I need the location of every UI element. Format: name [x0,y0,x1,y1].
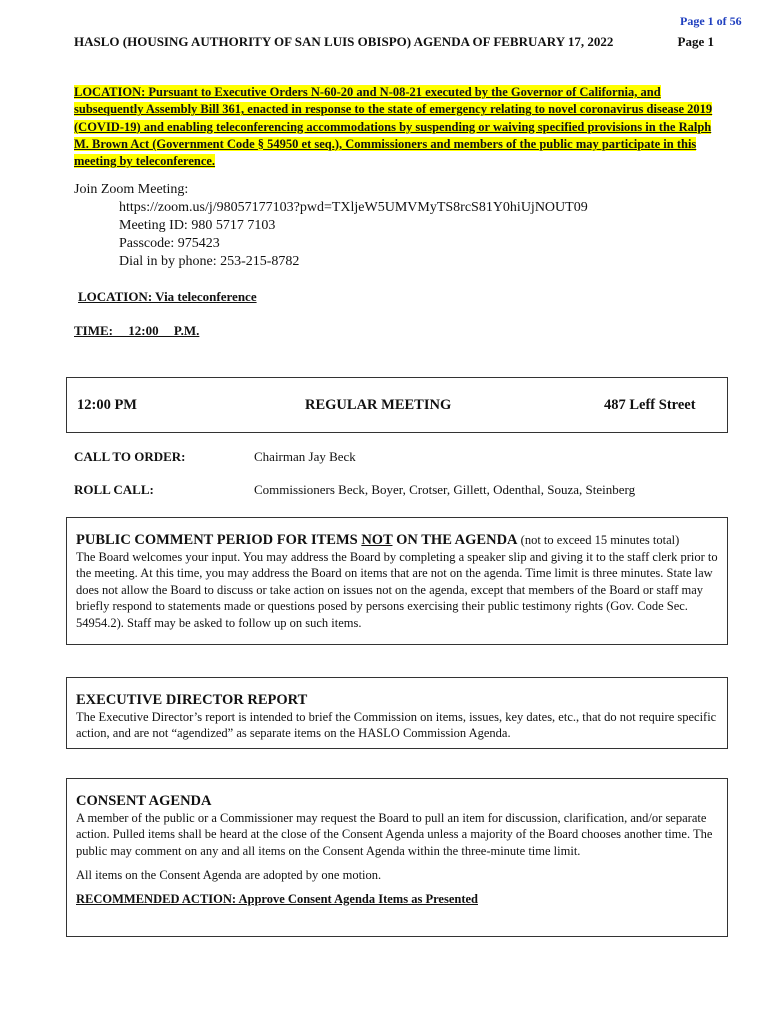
zoom-url[interactable]: https://zoom.us/j/98057177103?pwd=TXljeW5UMVMyTS8rcS81Y0hiUjNOUT09 [119,200,588,215]
meeting-time: 12:00 PM [77,397,137,413]
recommended-action: RECOMMENDED ACTION: Approve Consent Agenda Items as Presented [76,891,478,906]
document-header [74,34,714,50]
zoom-dial-in: Dial in by phone: 253-215-8782 [119,254,300,269]
roll-call-value: Commissioners Beck, Boyer, Crotser, Gillett, Odenthal, Souza, Steinberg [254,482,636,497]
public-comment-title: PUBLIC COMMENT PERIOD FOR ITEMS NOT ON THE AGENDA (not to exceed 15 minutes total) [76,532,680,548]
executive-report-title: EXECUTIVE DIRECTOR REPORT [76,692,308,708]
location-banner [74,84,719,170]
location-line: LOCATION: Via teleconference [78,289,257,304]
meeting-address: 487 Leff Street [604,397,696,413]
roll-call-label: ROLL CALL: [74,482,154,497]
call-to-order-value: Chairman Jay Beck [254,449,356,464]
public-comment-section [66,517,728,645]
zoom-passcode: Passcode: 975423 [119,236,220,251]
executive-report-body: The Executive Director’s report is intended to brief the Commission on items, issues, key dates, etc., that do not require specific action, and are not “agendized” as separate items on the HASLO Commission Agenda. [76,710,717,741]
consent-agenda-section [66,778,728,937]
header-page: Page 1 [677,34,714,49]
location-banner-text: LOCATION: Pursuant to Executive Orders N-60-20 and N-08-21 executed by the Governor of California, and subsequently Assembly Bill 361, enacted in response to the state of emergency relating to novel coronavirus disease 2019 (COVID-19) and enabling teleconferencing accommodations by suspending or waiving specified provisions in the Ralph M. Brown Act (Government Code § 54950 et seq.), Commissioners and members of the public may participate in this meeting by teleconference. [74,85,713,169]
public-comment-note: (not to exceed 15 minutes total) [517,533,680,547]
consent-agenda-motion: All items on the Consent Agenda are adopted by one motion. [76,868,382,883]
consent-agenda-title: CONSENT AGENDA [76,793,212,809]
meeting-box [66,377,728,433]
zoom-info [74,181,588,271]
public-comment-body: The Board welcomes your input. You may address the Board by completing a speaker slip and giving it to the staff clerk prior to the meeting. At this time, you may address the Board on items that are not on the agenda. Time limit is three minutes. State law does not allow the Board to discuss or take action on issues not on the agenda, except that members of the Board or staff may briefly respond to statements made or questions posed by persons exercising their public testimony rights (Gov. Code Sec. 54954.2). Staff may be asked to follow up on such items. [76,550,718,630]
page-counter: Page 1 of 56 [680,14,742,28]
consent-agenda-body: A member of the public or a Commissioner may request the Board to pull an item for discussion, clarification, and/or separate action. Pulled items shall be heard at the close of the Consent Agenda unless a majority of the Board chooses another time. The public may comment on any and all items on the Consent Agenda within the three-minute time limit. [76,811,713,858]
meeting-type: REGULAR MEETING [305,397,452,413]
executive-report-section [66,677,728,749]
zoom-meeting-id: Meeting ID: 980 5717 7103 [119,218,276,233]
zoom-heading: Join Zoom Meeting: [74,182,189,197]
time-line: TIME: 12:00 P.M. [74,323,200,338]
header-title: HASLO (HOUSING AUTHORITY OF SAN LUIS OBISPO) AGENDA OF FEBRUARY 17, 2022 [74,34,614,49]
call-to-order-label: CALL TO ORDER: [74,449,186,464]
